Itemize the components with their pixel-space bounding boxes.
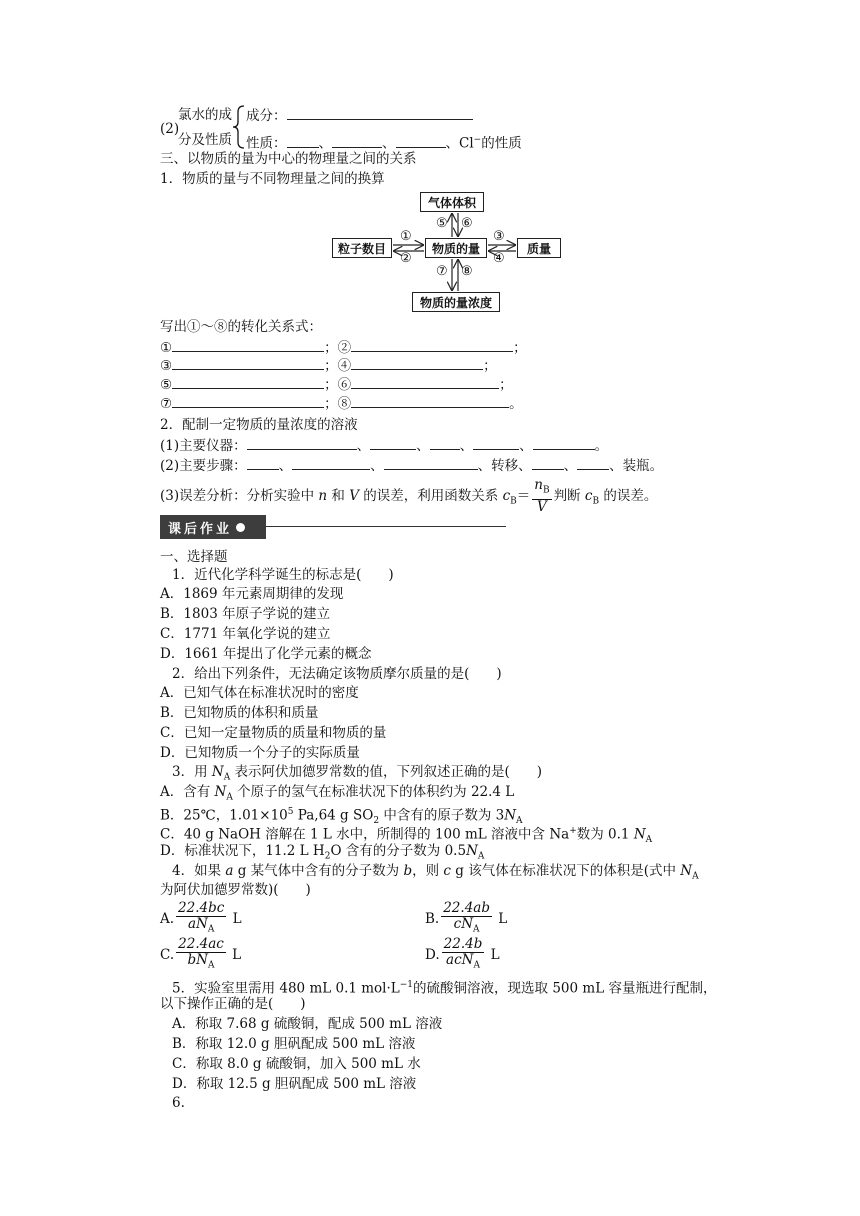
sep: ；: [324, 396, 338, 412]
blank[interactable]: [247, 436, 357, 450]
relation-row-3: [160, 375, 513, 394]
circled-num: ⑤: [160, 377, 173, 393]
subsection-1-title: 1．物质的量与不同物理量之间的换算: [160, 171, 385, 187]
sub: B: [510, 496, 517, 507]
var-N: N: [633, 826, 646, 843]
text: A．含有: [160, 784, 215, 800]
text: 的硫酸铜溶液，现选取 500 mL 容量瓶进行配制，: [413, 980, 717, 997]
blank[interactable]: [351, 394, 509, 408]
blank[interactable]: [351, 356, 483, 370]
label-6: ⑥: [461, 216, 473, 231]
sep: ；: [499, 377, 513, 393]
text: D．标准状况下，11.2 L H: [160, 843, 325, 859]
relation-row-1: [160, 338, 527, 357]
circled-num: ④: [337, 358, 352, 374]
text: 为阿伏加德罗常数)( ): [160, 882, 311, 898]
var-a: a: [225, 863, 234, 879]
var-V: V: [349, 487, 359, 504]
var-c: c: [584, 487, 593, 504]
sep: ；: [324, 340, 338, 356]
q1-option-c[interactable]: C．1771 年氧化学说的建立: [160, 626, 331, 642]
sep: ；: [324, 377, 338, 393]
s2-components-label: 成分：: [246, 108, 287, 124]
sub: A: [207, 960, 215, 971]
label-8: ⑧: [461, 264, 473, 279]
sub: A: [473, 924, 480, 935]
box-amount-of-substance: 物质的量: [425, 238, 487, 258]
sep: 、: [382, 135, 396, 152]
sub: A: [473, 960, 480, 971]
sep: ；: [324, 358, 338, 374]
var-N: N: [466, 843, 478, 859]
text: 中含有的原子数为 3: [379, 807, 505, 824]
sub: B: [592, 496, 600, 507]
sep: 、: [318, 135, 332, 152]
q1-stem: 1．近代化学科学诞生的标志是( ): [172, 567, 394, 583]
frac-num: 22.4ac: [178, 936, 224, 952]
var-N: N: [680, 863, 693, 879]
blank[interactable]: [172, 375, 324, 389]
frac-den: aN: [187, 916, 208, 932]
text: Pa,64 g SO: [293, 807, 374, 824]
frac-num: 22.4ab: [443, 900, 490, 916]
sup: +: [569, 826, 577, 836]
sep: 、: [459, 438, 474, 454]
sep: 、: [563, 458, 578, 474]
sep: 、: [519, 438, 533, 454]
sep: 。: [509, 396, 523, 412]
blank[interactable]: [172, 394, 324, 408]
q2-stem: 2．给出下列条件，无法确定该物质摩尔质量的是( ): [172, 666, 502, 682]
sep: 、: [370, 458, 384, 474]
q4-option-b[interactable]: [425, 901, 507, 938]
q5-option-c[interactable]: C．称取 8.0 g 硫酸铜，加入 500 mL 水: [172, 1056, 421, 1072]
diagram-arrows: [0, 0, 860, 330]
text: (2)主要步骤：: [160, 458, 247, 474]
fraction-nB-over-V: [532, 478, 551, 515]
fraction: [442, 937, 485, 974]
label-2: ②: [400, 251, 412, 266]
label-5: ⑤: [436, 216, 448, 231]
sep: ；: [513, 340, 527, 356]
text: 数为 0.1: [576, 826, 634, 843]
q2-option-c[interactable]: C．已知一定量物质的质量和物质的量: [160, 725, 387, 741]
homework-banner: [160, 515, 266, 539]
q5-option-d[interactable]: D．称取 12.5 g 胆矾配成 500 mL 溶液: [172, 1076, 417, 1092]
box-gas-volume: 气体体积: [420, 192, 484, 212]
s2-properties-label: 性质：: [246, 135, 287, 152]
sup: 5: [287, 807, 294, 817]
blank[interactable]: [430, 436, 460, 450]
text: D.: [425, 946, 440, 963]
blank[interactable]: [577, 456, 609, 470]
blank[interactable]: [172, 356, 324, 370]
sub: A: [692, 871, 699, 882]
dot-icon: [236, 523, 245, 532]
q1-option-a[interactable]: A．1869 年元素周期律的发现: [160, 586, 344, 602]
frac-den: V: [537, 498, 547, 515]
relation-row-2: [160, 356, 497, 375]
circled-num: ③: [160, 358, 173, 374]
frac-num: 22.4b: [443, 936, 483, 952]
section-1-title: 一、选择题: [160, 549, 228, 565]
circled-num: ⑧: [337, 396, 352, 412]
s2-number: (2): [160, 121, 180, 137]
box-particle-count: 粒子数目: [332, 238, 392, 258]
text: L: [227, 946, 242, 963]
sub: A: [516, 816, 523, 827]
text: C．40 g NaOH 溶解在 1 L 水中，所制得的 100 mL 溶液中含 Na: [160, 826, 570, 843]
q5-option-a[interactable]: A．称取 7.68 g 硫酸铜，配成 500 mL 溶液: [172, 1016, 443, 1032]
text: g 该气体在标准状况下的体积是(式中: [450, 863, 681, 879]
q4-option-c[interactable]: [160, 937, 241, 974]
blank[interactable]: [292, 456, 370, 470]
q2-option-a[interactable]: A．已知气体在标准状况时的密度: [160, 685, 359, 701]
text: O 含有的分子数为 0.5: [330, 843, 467, 859]
s2-left-line2: 分及性质: [178, 132, 232, 148]
sup: −: [473, 135, 482, 145]
banner-rule: [266, 526, 506, 527]
sup: −1: [399, 980, 414, 990]
fraction: [176, 901, 226, 938]
blank[interactable]: [172, 338, 324, 352]
text: B.: [425, 910, 440, 927]
q5-option-b[interactable]: B．称取 12.0 g 胆矾配成 500 mL 溶液: [172, 1036, 416, 1052]
sep: 、: [356, 438, 371, 454]
label-4: ④: [493, 251, 505, 266]
text: 的性质: [481, 135, 522, 152]
sub: A: [226, 792, 233, 803]
text: g 某气体中含有的分子数为: [233, 863, 404, 879]
frac-num: n: [534, 477, 543, 493]
var-c: c: [443, 863, 451, 879]
sub: 2: [373, 816, 380, 827]
sep: ；: [483, 358, 497, 374]
q4-option-d[interactable]: [425, 937, 500, 974]
blank[interactable]: [247, 456, 279, 470]
text: L: [228, 910, 242, 927]
text: (3)误差分析：分析实验中: [160, 487, 319, 504]
sub: A: [645, 835, 653, 846]
text: 和: [327, 487, 350, 504]
q1-option-d[interactable]: D．1661 年提出了化学元素的概念: [160, 646, 372, 662]
q4-option-a[interactable]: [160, 901, 242, 938]
s2-left-line1: 氯水的成: [178, 107, 232, 123]
banner-label: 课后作业: [168, 521, 233, 537]
q2-option-b[interactable]: B．已知物质的体积和质量: [160, 705, 319, 721]
blank[interactable]: [370, 436, 416, 450]
circled-num: ⑦: [160, 396, 173, 412]
blank[interactable]: [533, 436, 595, 450]
sub: A: [207, 924, 215, 935]
var-b: b: [403, 863, 413, 879]
instruments-line: [160, 436, 608, 455]
circled-num: ①: [160, 340, 173, 356]
q6-stem: 6.: [172, 1095, 185, 1111]
q4-stem-line2: [160, 881, 311, 899]
text: 、转移、: [477, 458, 532, 474]
sub: A: [477, 851, 485, 862]
sub: A: [223, 772, 231, 783]
sep: 。: [594, 438, 609, 454]
text: 个原子的氢气在标准状况下的体积约为 22.4 L: [232, 784, 515, 800]
frac-den: bN: [187, 952, 208, 968]
label-1: ①: [400, 229, 412, 244]
box-mass: 质量: [517, 238, 561, 258]
blank[interactable]: [351, 338, 513, 352]
text: 、装瓶。: [609, 458, 664, 474]
frac-num: 22.4bc: [178, 900, 225, 916]
q5-stem-line2: 以下操作正确的是( ): [160, 996, 306, 1012]
frac-den: acN: [446, 952, 474, 968]
sub: 2: [324, 851, 331, 862]
text: 5．实验室里需用 480 mL 0.1 mol·L: [172, 980, 400, 997]
blank[interactable]: [532, 456, 564, 470]
sep: 、: [278, 458, 293, 474]
text: C.: [160, 946, 175, 963]
circled-num: ②: [337, 340, 352, 356]
frac-den: cN: [453, 916, 474, 932]
fraction: [176, 937, 226, 974]
sep: 、: [416, 438, 430, 454]
text: A.: [160, 910, 175, 927]
text: ，则: [412, 863, 444, 879]
text: L: [486, 946, 500, 963]
label-7: ⑦: [436, 264, 448, 279]
text: 4．如果: [172, 863, 226, 879]
fraction: [441, 901, 492, 938]
sep: 、Cl: [445, 135, 474, 152]
blank[interactable]: [384, 456, 478, 470]
steps-line: [160, 456, 663, 475]
circled-num: ⑥: [337, 377, 352, 393]
q1-option-b[interactable]: B．1803 年原子学说的建立: [160, 606, 331, 622]
blank[interactable]: [351, 375, 499, 389]
var-c: c: [502, 487, 511, 504]
subsection-2-title: 2．配制一定物质的量浓度的溶液: [160, 417, 358, 433]
text: 表示阿伏加德罗常数的值，下列叙述正确的是( ): [230, 764, 543, 780]
blank[interactable]: [473, 436, 519, 450]
text: ＝: [516, 487, 531, 504]
relations-intro: 写出①～⑧的转化关系式：: [160, 319, 322, 335]
error-analysis-line: [160, 478, 657, 518]
var-N: N: [211, 764, 224, 780]
sub: B: [542, 485, 550, 496]
section-3-title: 三、以物质的量为中心的物理量之间的关系: [160, 151, 417, 167]
text: 的误差。: [599, 487, 658, 504]
box-molar-concentration: 物质的量浓度: [412, 292, 500, 312]
text: L: [493, 910, 508, 927]
var-n: n: [318, 487, 328, 504]
label-3: ③: [493, 229, 505, 244]
text: B．25℃，1.01×10: [160, 807, 288, 824]
q2-option-d[interactable]: D．已知物质一个分子的实际质量: [160, 745, 360, 761]
text: 的误差，利用函数关系: [358, 487, 503, 504]
text: 3．用: [172, 764, 212, 780]
var-N: N: [504, 807, 517, 824]
var-N: N: [214, 784, 227, 800]
text: 判断: [553, 487, 585, 504]
relation-row-4: [160, 394, 523, 413]
text: (1)主要仪器：: [160, 438, 247, 454]
